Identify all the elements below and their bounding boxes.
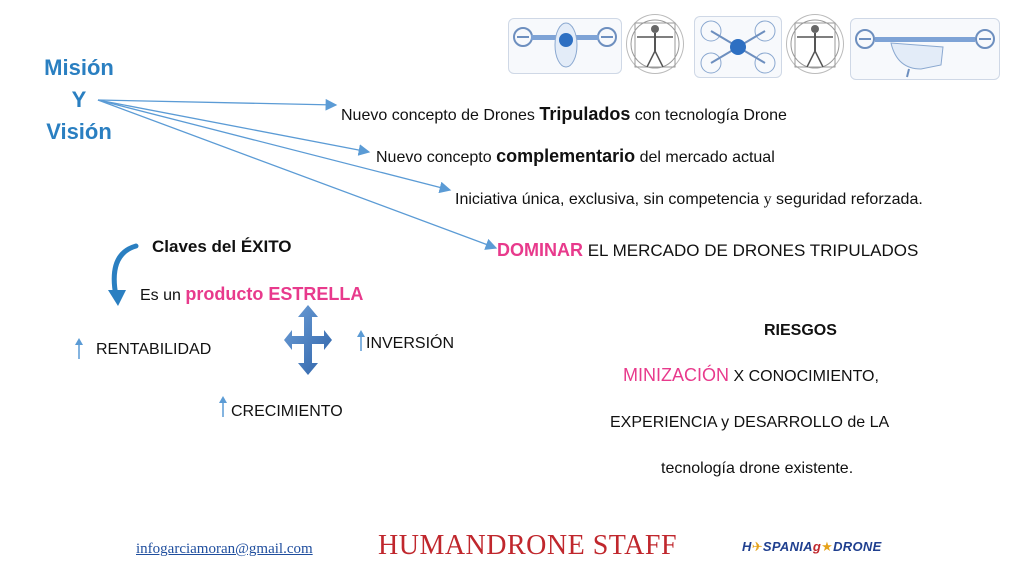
vision-title: Visión [46,119,112,144]
riesgos-line-3: tecnología drone existente. [661,460,854,477]
star-icon: ★ [821,539,834,554]
producto-estrella-line: Es un producto ESTRELLA [140,284,364,304]
curved-arrow-icon [104,240,144,310]
claves-title: Claves del ÉXITO [152,237,292,256]
vitruvian-man-icon [786,14,844,74]
riesgos-title: RIESGOS [764,322,837,339]
statement-4: DOMINAR EL MERCADO DE DRONES TRIPULADOS [497,240,919,260]
statement-3: Iniciativa única, exclusiva, sin competencia y seguridad reforzada. [455,191,923,208]
four-way-arrow-icon [284,305,332,375]
up-arrow-icon [218,396,228,418]
inversion-label: INVERSIÓN [366,335,455,352]
drone-front-view-icon [508,18,622,74]
vitruvian-man-icon [626,14,684,74]
riesgos-line-2: EXPERIENCIA y DESARROLLO de LA [610,414,890,431]
rentabilidad-label: RENTABILIDAD [96,341,212,358]
up-arrow-icon [356,330,366,352]
mision-title: Misión [44,55,114,80]
drone-side-view-icon [850,18,1000,80]
arrow-to-statement-2 [98,100,369,152]
contact-email-link[interactable]: infogarciamoran@gmail.com [136,541,313,557]
humandrone-staff-logo: HUMANDRONE STAFF [378,530,678,561]
up-arrow-icon [74,338,84,360]
riesgos-line-1: MINIZACIÓN X CONOCIMIENTO, [623,365,879,385]
wing-icon: ✈ [751,539,763,554]
statement-2: Nuevo concepto complementario del mercado actual [376,146,775,166]
arrow-to-statement-1 [98,100,336,105]
statement-1: Nuevo concepto de Drones Tripulados con tecnología Drone [341,104,787,124]
crecimiento-label: CRECIMIENTO [231,403,343,420]
hspania-drone-logo: H✈SPANIAg★DRONE [742,539,882,554]
y-connector-label: Y [71,87,87,112]
quadcopter-top-view-icon [694,16,782,78]
